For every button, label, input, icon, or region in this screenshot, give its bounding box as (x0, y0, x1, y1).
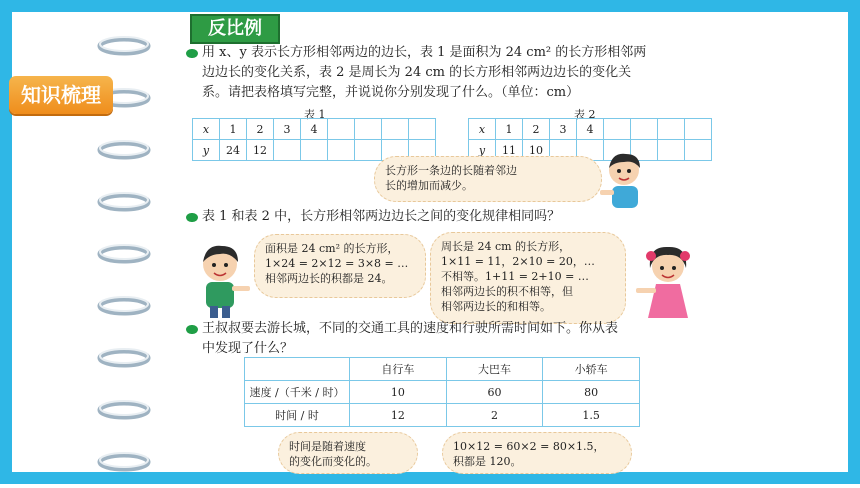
table-cell: 4 (301, 119, 328, 140)
bullet-icon (186, 213, 198, 222)
table-header (245, 358, 350, 381)
bubble-text: 1×24 = 2×12 = 3×8 = … (265, 257, 409, 270)
bubble-text: 长方形一条边的长随着邻边 (385, 164, 517, 177)
table-cell: 2 (247, 119, 274, 140)
transport-table (244, 357, 640, 427)
table-row (469, 119, 712, 140)
blank-cell[interactable] (355, 140, 382, 161)
table-cell: 10 (523, 140, 550, 161)
table-cell: 24 (220, 140, 247, 161)
table-cell: 1 (220, 119, 247, 140)
table-cell: y (193, 140, 220, 161)
blank-cell[interactable] (685, 140, 712, 161)
bullet-icon (186, 325, 198, 334)
bubble-text: 1×11 = 11，2×10 = 20，… (441, 255, 595, 268)
blank-cell[interactable] (328, 119, 355, 140)
table-row (245, 404, 640, 427)
bubble-text: 长的增加而减少。 (385, 179, 473, 192)
question-3 (202, 319, 618, 359)
bubble-text: 时间是随着速度 (289, 440, 366, 453)
table-cell: x (193, 119, 220, 140)
table-cell: 80 (543, 381, 640, 404)
blank-cell[interactable] (604, 119, 631, 140)
blank-cell[interactable] (382, 119, 409, 140)
boy-character-icon (600, 150, 652, 212)
table-header-row (245, 358, 640, 381)
question-2: 表 1 和表 2 中，长方形相邻两边边长之间的变化规律相同吗？ (202, 209, 561, 224)
girl-character-icon (636, 242, 696, 326)
bubble-text: 周长是 24 cm 的长方形， (441, 240, 571, 253)
table-cell: 12 (247, 140, 274, 161)
speech-bubble-boy (374, 156, 602, 202)
bubble-text: 积都是 120。 (453, 455, 522, 468)
table-2-caption: 表 2 (574, 108, 596, 121)
table-header: 小轿车 (543, 358, 640, 381)
speech-bubble-right (430, 232, 626, 324)
boy-character-icon (194, 240, 254, 320)
table-cell: y (469, 140, 496, 161)
table-cell: 3 (274, 119, 301, 140)
blank-cell[interactable] (409, 119, 436, 140)
blank-cell[interactable] (631, 119, 658, 140)
bubble-text: 面积是 24 cm² 的长方形， (265, 242, 399, 255)
table-cell: 速度 /（千米 / 时） (245, 381, 350, 404)
table-cell: 1.5 (543, 404, 640, 427)
question-1-line-3: 系。请把表格填写完整，并说说你分别发现了什么。（单位：cm） (202, 85, 580, 100)
knowledge-review-tag: 知识梳理 (9, 76, 113, 114)
speech-bubble-left (254, 234, 426, 298)
table-cell: 12 (350, 404, 447, 427)
table-2 (468, 118, 712, 161)
speech-bubble-bottom-right (442, 432, 632, 474)
blank-cell[interactable] (274, 140, 301, 161)
bullet-icon (186, 49, 198, 58)
table-cell: 时间 / 时 (245, 404, 350, 427)
bubble-text: 相邻两边长的积都是 24。 (265, 272, 393, 285)
section-title: 反比例 (190, 14, 280, 44)
table-cell: 10 (350, 381, 447, 404)
question-1-line-2: 边边长的变化关系，表 2 是周长为 24 cm 的长方形相邻两边边长的变化关 (202, 65, 632, 80)
table-cell: 2 (523, 119, 550, 140)
bubble-text: 不相等。1+11 = 2+10 = … (441, 270, 589, 283)
table-cell: 2 (446, 404, 543, 427)
question-3-line-1: 王叔叔要去游长城，不同的交通工具的速度和行驶所需时间如下。你从表 (202, 321, 619, 336)
table-1-caption: 表 1 (304, 108, 326, 121)
bubble-text: 相邻两边长的和相等。 (441, 300, 551, 313)
table-1 (192, 118, 436, 161)
blank-cell[interactable] (685, 119, 712, 140)
blank-cell[interactable] (301, 140, 328, 161)
blank-cell[interactable] (658, 140, 685, 161)
bubble-text: 10×12 = 60×2 = 80×1.5， (453, 440, 605, 453)
table-cell: 4 (577, 119, 604, 140)
bubble-text: 的变化而变化的。 (289, 455, 377, 468)
question-3-line-2: 中发现了什么？ (202, 341, 294, 356)
table-cell: 11 (496, 140, 523, 161)
table-cell: 60 (446, 381, 543, 404)
blank-cell[interactable] (328, 140, 355, 161)
blank-cell[interactable] (355, 119, 382, 140)
table-header: 大巴车 (446, 358, 543, 381)
table-cell: x (469, 119, 496, 140)
question-1 (202, 43, 646, 103)
speech-bubble-bottom-left (278, 432, 418, 474)
bubble-text: 相邻两边长的积不相等，但 (441, 285, 573, 298)
question-1-line-1: 用 x、y 表示长方形相邻两边的边长，表 1 是面积为 24 cm² 的长方形相邻两 (202, 45, 647, 60)
table-row (193, 119, 436, 140)
blank-cell[interactable] (658, 119, 685, 140)
textbook-content (186, 14, 826, 474)
table-cell: 1 (496, 119, 523, 140)
table-cell: 3 (550, 119, 577, 140)
table-header: 自行车 (350, 358, 447, 381)
table-row (245, 381, 640, 404)
